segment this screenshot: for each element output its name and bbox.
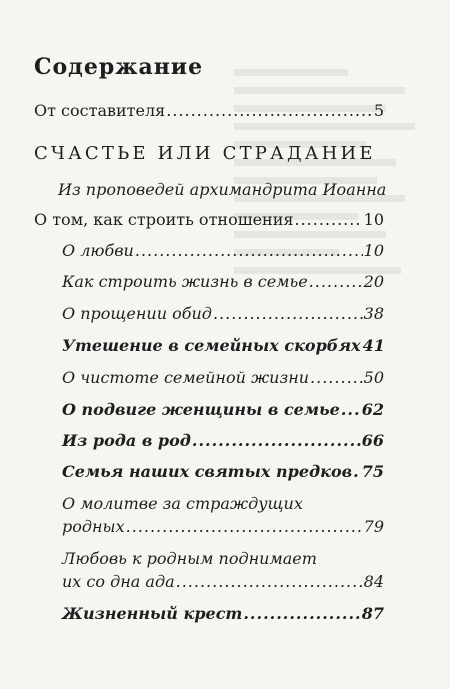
toc-entry[interactable] [62, 368, 384, 388]
entry-page: 66 [361, 431, 384, 450]
toc-entry-line1[interactable] [62, 549, 384, 569]
entry-page: 20 [363, 272, 384, 291]
toc-entry[interactable] [62, 241, 384, 261]
dot-leader [294, 210, 362, 230]
entry-page: 75 [361, 462, 384, 481]
entry-page: 62 [361, 400, 384, 419]
dot-leader [176, 572, 363, 592]
entry-page: 79 [363, 517, 384, 536]
entry-page: 84 [363, 572, 384, 591]
dot-leader [243, 604, 360, 624]
section-title: СЧАСТЬЕ ИЛИ СТРАДАНИЕ [34, 143, 376, 164]
toc-entry[interactable] [62, 272, 384, 292]
entry-label: О любви [62, 241, 134, 260]
dot-leader [309, 272, 363, 292]
toc-entry[interactable] [62, 604, 384, 624]
dot-leader [192, 431, 361, 451]
entry-page: 38 [363, 304, 384, 323]
entry-page: 87 [361, 604, 384, 623]
page-title: Содержание [34, 54, 204, 80]
toc-entry[interactable] [62, 431, 384, 451]
subsection-title: Из проповедей архимандрита Иоанна [58, 180, 387, 199]
entry-label: О молитве за страждущих [62, 494, 303, 513]
entry-label: О чистоте семейной жизни [62, 368, 310, 387]
entry-label: Как строить жизнь в семье [62, 272, 308, 291]
toc-entry-line2[interactable] [62, 517, 384, 537]
entry-label: О подвиге женщины в семье [62, 400, 340, 419]
entry-page: 41 [362, 336, 385, 355]
dot-leader [135, 241, 363, 261]
dot-leader [166, 101, 373, 121]
toc-entry-line2[interactable] [62, 572, 384, 592]
entry-label: О прощении обид [62, 304, 212, 323]
entry-label: их со дна ада [62, 572, 175, 591]
dot-leader [341, 400, 361, 420]
dot-leader [310, 368, 363, 388]
entry-label: Любовь к родным поднимает [62, 549, 317, 568]
dot-leader [213, 304, 363, 324]
entry-label: Жизненный крест [62, 604, 243, 623]
entry-label: Утешение в семейных скорбях [62, 336, 361, 355]
toc-entry[interactable] [62, 462, 384, 482]
entry-label: От составителя [34, 101, 166, 120]
entry-label: Семья наших святых предков [62, 462, 353, 481]
entry-label: родных [62, 517, 125, 536]
entry-page: 5 [373, 101, 384, 120]
toc-entry[interactable] [62, 400, 384, 420]
entry-page: 10 [363, 241, 384, 260]
toc-entry-line1[interactable] [62, 494, 384, 514]
toc-entry[interactable] [62, 336, 384, 356]
toc-entry-preface[interactable] [34, 101, 384, 121]
entry-label: Из рода в род [62, 431, 191, 450]
dot-leader [126, 517, 363, 537]
toc-entry-chapter[interactable] [34, 210, 384, 230]
toc-entry[interactable] [62, 304, 384, 324]
entry-page: 10 [363, 210, 384, 229]
entry-label: О том, как строить отношения [34, 210, 294, 229]
dot-leader [353, 462, 361, 482]
entry-page: 50 [363, 368, 384, 387]
